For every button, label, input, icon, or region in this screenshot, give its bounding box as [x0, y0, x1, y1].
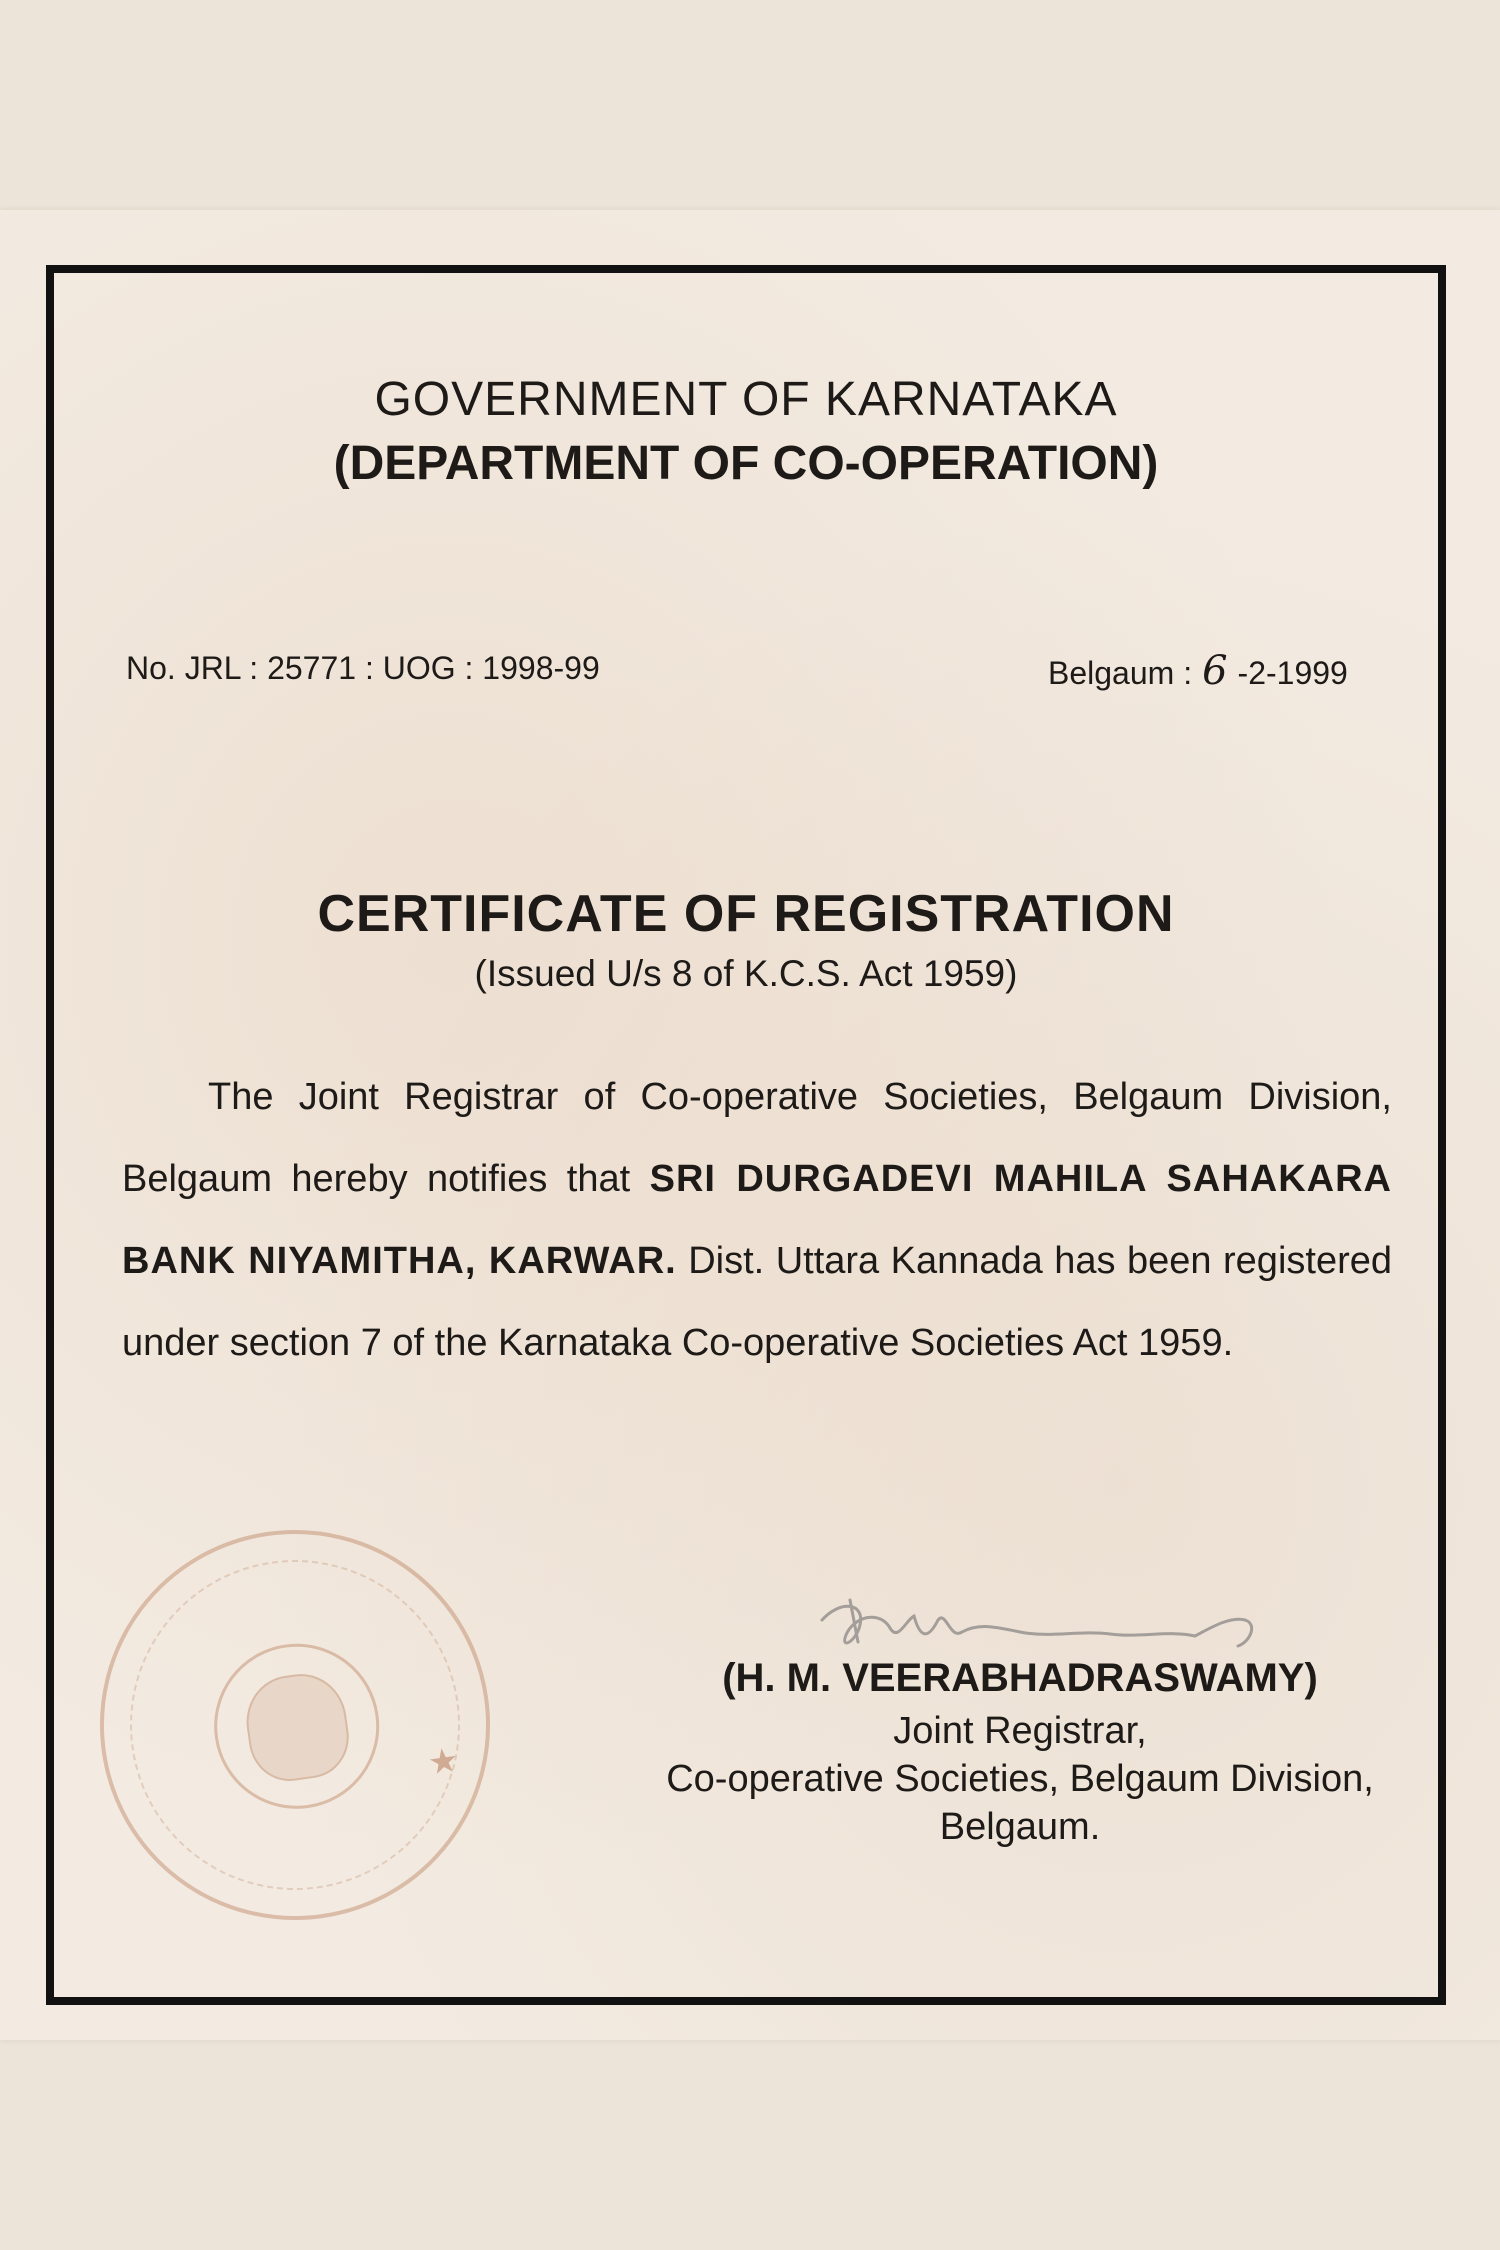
issue-place: Belgaum : — [1048, 655, 1193, 691]
certificate-title: CERTIFICATE OF REGISTRATION — [317, 885, 1175, 943]
issue-date — [1048, 648, 1348, 694]
department-heading: (DEPARTMENT OF CO-OPERATION) — [333, 437, 1159, 490]
signatory-designation: Joint Registrar, — [893, 1710, 1147, 1752]
certificate-subtitle: (Issued U/s 8 of K.C.S. Act 1959) — [474, 953, 1018, 994]
signatory-office: Co-operative Societies, Belgaum Division, — [666, 1758, 1374, 1800]
issue-day-handwritten: 6 — [1202, 648, 1228, 694]
signatory-city: Belgaum. — [939, 1806, 1101, 1848]
certificate-body — [122, 1056, 1392, 1384]
reference-number: No. JRL : 25771 : UOG : 1998-99 — [126, 650, 600, 686]
signatory-name: (H. M. VEERABHADRASWAMY) — [722, 1656, 1318, 1700]
body-intro: The Joint Registrar of Co-operative Societies, Belgaum Division, Belgaum hereby notifies that — [122, 1076, 1392, 1200]
emblem-icon — [241, 1668, 355, 1786]
government-heading: GOVERNMENT OF KARNATAKA — [374, 373, 1118, 426]
star-icon: ★ — [425, 1740, 462, 1783]
body-conclusion: Dist. Uttara Kannada has been registered under section 7 of the Karnataka Co-operative Societies Act 1959. — [122, 1240, 1392, 1364]
issue-month-year: -2-1999 — [1237, 655, 1348, 691]
society-name: SRI DURGADEVI MAHILA SAHAKARA BANK NIYAMITHA, KARWAR. — [122, 1158, 1392, 1282]
